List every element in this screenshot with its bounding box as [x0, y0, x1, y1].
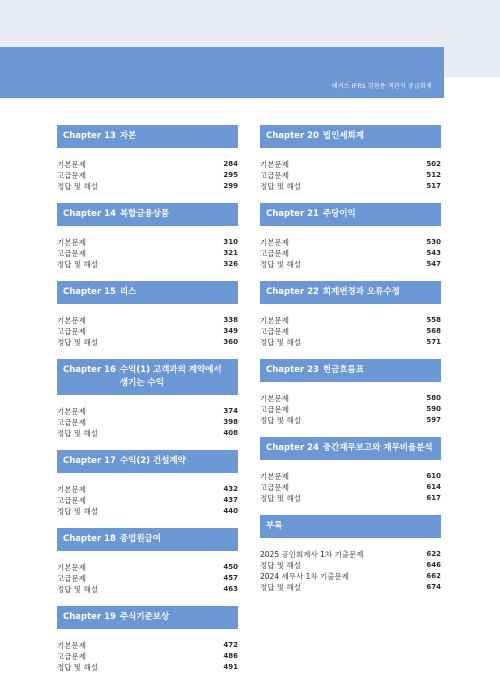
chapter-entries — [260, 471, 441, 504]
entry-label: 정답 및 해설 — [57, 182, 98, 191]
toc-chapter — [260, 515, 441, 593]
toc-chapter — [57, 606, 238, 673]
entry-page-number: 374 — [223, 407, 238, 415]
toc-entry[interactable] — [57, 651, 238, 662]
entry-label: 2024 세무사 1차 기출문제 — [260, 572, 349, 581]
header-band — [0, 47, 444, 98]
entry-page-number: 617 — [426, 494, 441, 502]
chapter-heading[interactable] — [57, 203, 238, 226]
toc-entry[interactable] — [57, 248, 238, 259]
entry-page-number: 338 — [223, 316, 238, 324]
toc-entry[interactable] — [260, 315, 441, 326]
toc-entry[interactable] — [57, 484, 238, 495]
toc-left-column — [57, 125, 238, 684]
entry-page-number: 472 — [223, 641, 238, 649]
chapter-number: Chapter 22 — [266, 287, 319, 297]
chapter-number: Chapter 13 — [63, 131, 116, 141]
entry-label: 정답 및 해설 — [260, 182, 301, 191]
chapter-heading[interactable] — [260, 437, 441, 460]
entry-page-number: 295 — [223, 171, 238, 179]
entry-page-number: 674 — [426, 583, 441, 591]
entry-page-number: 517 — [426, 182, 441, 190]
top-right-margin-band — [444, 47, 500, 77]
entry-page-number: 432 — [223, 485, 238, 493]
entry-page-number: 614 — [426, 483, 441, 491]
entry-label: 기본문제 — [57, 316, 86, 325]
entry-page-number: 590 — [426, 405, 441, 413]
toc-entry[interactable] — [260, 259, 441, 270]
chapter-entries — [57, 640, 238, 673]
toc-chapter — [57, 203, 238, 270]
entry-label: 기본문제 — [57, 407, 86, 416]
entry-label: 고급문제 — [260, 171, 289, 180]
chapter-title: 리스 — [119, 287, 137, 297]
running-title: 해커스 IFRS 김원종 객관식 중급회계 — [331, 83, 432, 90]
entry-label: 고급문제 — [57, 327, 86, 336]
toc-entry[interactable] — [260, 159, 441, 170]
entry-label: 고급문제 — [260, 405, 289, 414]
entry-label: 정답 및 해설 — [57, 507, 98, 516]
chapter-number: Chapter 18 — [63, 534, 116, 544]
entry-page-number: 530 — [426, 238, 441, 246]
entry-label: 기본문제 — [57, 160, 86, 169]
chapter-entries — [57, 315, 238, 348]
entry-label: 정답 및 해설 — [57, 585, 98, 594]
entry-page-number: 491 — [223, 663, 238, 671]
entry-label: 기본문제 — [260, 160, 289, 169]
entry-page-number: 622 — [426, 550, 441, 558]
entry-label: 정답 및 해설 — [57, 260, 98, 269]
chapter-heading[interactable] — [57, 281, 238, 304]
chapter-title: 종업원급여 — [119, 534, 161, 544]
chapter-heading[interactable] — [260, 125, 441, 148]
toc-entry[interactable] — [260, 237, 441, 248]
top-margin-band — [0, 0, 500, 47]
chapter-number: Chapter 16 — [63, 365, 116, 375]
entry-page-number: 571 — [426, 338, 441, 346]
entry-page-number: 284 — [223, 160, 238, 168]
toc-right-column — [260, 125, 441, 604]
chapter-number: Chapter 14 — [63, 209, 116, 219]
toc-entry[interactable] — [260, 170, 441, 181]
entry-page-number: 398 — [223, 418, 238, 426]
entry-label: 기본문제 — [260, 238, 289, 247]
entry-page-number: 512 — [426, 171, 441, 179]
entry-page-number: 360 — [223, 338, 238, 346]
chapter-title: 회계변경과 오류수정 — [322, 287, 400, 297]
entry-page-number: 610 — [426, 472, 441, 480]
toc-entry[interactable] — [57, 337, 238, 348]
chapter-entries — [57, 237, 238, 270]
chapter-entries — [57, 406, 238, 439]
toc-chapter — [260, 281, 441, 348]
chapter-title: 자본 — [119, 131, 137, 141]
entry-label: 정답 및 해설 — [57, 663, 98, 672]
toc-entry[interactable] — [260, 248, 441, 259]
toc-entry[interactable] — [260, 181, 441, 192]
chapter-number: Chapter 21 — [266, 209, 319, 219]
toc-entry[interactable] — [57, 237, 238, 248]
toc-entry[interactable] — [260, 582, 441, 593]
entry-label: 고급문제 — [260, 327, 289, 336]
entry-label: 고급문제 — [57, 496, 86, 505]
toc-entry[interactable] — [57, 640, 238, 651]
entry-label: 정답 및 해설 — [57, 338, 98, 347]
entry-label: 기본문제 — [57, 563, 86, 572]
toc-entry[interactable] — [57, 506, 238, 517]
chapter-title: 수익(2) 건설계약 — [119, 456, 186, 466]
entry-page-number: 450 — [223, 563, 238, 571]
toc-entry[interactable] — [260, 393, 441, 404]
toc-chapter — [260, 437, 441, 504]
entry-label: 고급문제 — [57, 171, 86, 180]
chapter-heading[interactable] — [260, 359, 441, 382]
toc-entry[interactable] — [57, 181, 238, 192]
chapter-title: 현금흐름표 — [322, 365, 364, 375]
chapter-heading[interactable] — [57, 528, 238, 551]
toc-entry[interactable] — [260, 549, 441, 560]
chapter-entries — [260, 393, 441, 426]
chapter-entries — [260, 159, 441, 192]
toc-entry[interactable] — [57, 170, 238, 181]
toc-chapter — [260, 359, 441, 426]
entry-page-number: 457 — [223, 574, 238, 582]
chapter-number: Chapter 23 — [266, 365, 319, 375]
entry-label: 정답 및 해설 — [260, 494, 301, 503]
toc-entry[interactable] — [57, 495, 238, 506]
entry-label: 정답 및 해설 — [57, 429, 98, 438]
chapter-entries — [260, 549, 441, 593]
entry-page-number: 662 — [426, 572, 441, 580]
entry-label: 고급문제 — [57, 418, 86, 427]
toc-entry[interactable] — [57, 662, 238, 673]
chapter-number: Chapter 17 — [63, 456, 116, 466]
entry-page-number: 321 — [223, 249, 238, 257]
chapter-entries — [260, 315, 441, 348]
entry-label: 정답 및 해설 — [260, 260, 301, 269]
entry-page-number: 547 — [426, 260, 441, 268]
toc-entry[interactable] — [57, 159, 238, 170]
entry-label: 정답 및 해설 — [260, 416, 301, 425]
entry-page-number: 502 — [426, 160, 441, 168]
entry-label: 기본문제 — [57, 238, 86, 247]
toc-chapter — [57, 528, 238, 595]
entry-label: 2025 공인회계사 1차 기출문제 — [260, 550, 364, 559]
chapter-title: 주당이익 — [322, 209, 356, 219]
toc-entry[interactable] — [57, 428, 238, 439]
chapter-title: 복합금융상품 — [119, 209, 170, 219]
toc-entry[interactable] — [57, 573, 238, 584]
chapter-heading[interactable] — [57, 359, 238, 395]
chapter-number: Chapter 24 — [266, 443, 319, 453]
entry-page-number: 568 — [426, 327, 441, 335]
entry-label: 고급문제 — [57, 249, 86, 258]
entry-page-number: 310 — [223, 238, 238, 246]
entry-page-number: 558 — [426, 316, 441, 324]
entry-label: 고급문제 — [57, 574, 86, 583]
entry-label: 고급문제 — [260, 249, 289, 258]
entry-page-number: 437 — [223, 496, 238, 504]
entry-page-number: 463 — [223, 585, 238, 593]
entry-label: 기본문제 — [260, 394, 289, 403]
toc-entry[interactable] — [260, 337, 441, 348]
chapter-title: 부록 — [266, 521, 283, 531]
toc-chapter — [57, 450, 238, 517]
entry-label: 기본문제 — [57, 485, 86, 494]
toc-entry[interactable] — [260, 560, 441, 571]
toc-entry[interactable] — [260, 493, 441, 504]
entry-label: 기본문제 — [260, 316, 289, 325]
chapter-title: 법인세회계 — [322, 131, 364, 141]
entry-page-number: 326 — [223, 260, 238, 268]
entry-label: 정답 및 해설 — [260, 338, 301, 347]
entry-page-number: 543 — [426, 249, 441, 257]
entry-page-number: 646 — [426, 561, 441, 569]
chapter-heading[interactable] — [260, 203, 441, 226]
chapter-number: Chapter 20 — [266, 131, 319, 141]
chapter-entries — [57, 562, 238, 595]
entry-page-number: 580 — [426, 394, 441, 402]
chapter-title: 중간재무보고와 재무비율분석 — [322, 443, 433, 453]
entry-label: 기본문제 — [260, 472, 289, 481]
toc-entry[interactable] — [260, 404, 441, 415]
chapter-heading[interactable] — [260, 281, 441, 304]
chapter-heading[interactable] — [57, 125, 238, 148]
entry-label: 고급문제 — [57, 652, 86, 661]
toc-entry[interactable] — [57, 259, 238, 270]
toc-entry[interactable] — [260, 482, 441, 493]
toc-chapter — [57, 125, 238, 192]
chapter-number: Chapter 19 — [63, 612, 116, 622]
toc-chapter — [57, 281, 238, 348]
entry-page-number: 440 — [223, 507, 238, 515]
chapter-entries — [57, 159, 238, 192]
entry-label: 정답 및 해설 — [260, 583, 301, 592]
toc-entry[interactable] — [57, 406, 238, 417]
entry-page-number: 486 — [223, 652, 238, 660]
toc-entry[interactable] — [57, 562, 238, 573]
toc-entry[interactable] — [57, 326, 238, 337]
toc-chapter — [57, 359, 238, 439]
entry-page-number: 299 — [223, 182, 238, 190]
chapter-entries — [57, 484, 238, 517]
toc-entry[interactable] — [57, 584, 238, 595]
toc-entry[interactable] — [260, 326, 441, 337]
chapter-title: 수익(1) 고객과의 계약에서 생기는 수익 — [119, 365, 222, 388]
chapter-number: Chapter 15 — [63, 287, 116, 297]
entry-label: 기본문제 — [57, 641, 86, 650]
toc-entry[interactable] — [260, 471, 441, 482]
chapter-heading[interactable] — [57, 450, 238, 473]
chapter-entries — [260, 237, 441, 270]
toc-entry[interactable] — [260, 571, 441, 582]
entry-page-number: 349 — [223, 327, 238, 335]
chapter-heading[interactable] — [57, 606, 238, 629]
toc-entry[interactable] — [260, 415, 441, 426]
entry-page-number: 597 — [426, 416, 441, 424]
toc-entry[interactable] — [57, 315, 238, 326]
toc-chapter — [260, 125, 441, 192]
entry-label: 고급문제 — [260, 483, 289, 492]
chapter-heading[interactable] — [260, 515, 441, 538]
toc-entry[interactable] — [57, 417, 238, 428]
entry-page-number: 408 — [223, 429, 238, 437]
entry-label: 정답 및 해설 — [260, 561, 301, 570]
toc-chapter — [260, 203, 441, 270]
chapter-title: 주식기준보상 — [119, 612, 170, 622]
